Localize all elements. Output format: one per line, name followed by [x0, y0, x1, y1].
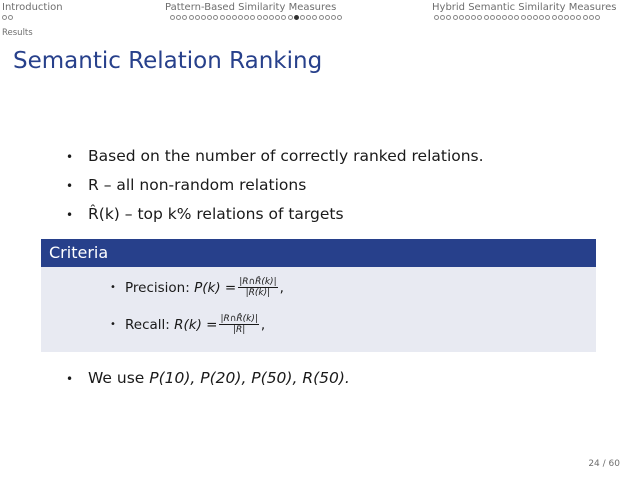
nav-dot[interactable] [434, 15, 439, 20]
nav-dot[interactable] [269, 15, 274, 20]
bullet-list [66, 147, 484, 234]
nav-section-introduction[interactable]: Introduction [2, 2, 63, 13]
nav-dot[interactable] [281, 15, 286, 20]
bullet-text: R – all non-random relations [88, 176, 307, 194]
nav-dot[interactable] [8, 15, 13, 20]
criteria-fraction [219, 314, 258, 335]
nav-dot[interactable] [189, 15, 194, 20]
criteria-recall [110, 314, 265, 335]
nav-dot[interactable] [446, 15, 451, 20]
slide-title: Semantic Relation Ranking [13, 48, 323, 74]
nav-dot[interactable] [232, 15, 237, 20]
bullet-item [66, 205, 484, 234]
nav-dots-pattern-based[interactable] [170, 15, 342, 23]
criteria-body [41, 267, 596, 352]
nav-dot[interactable] [564, 15, 569, 20]
nav-dot[interactable] [337, 15, 342, 20]
nav-dot[interactable] [176, 15, 181, 20]
bullet-mark: • [66, 179, 74, 193]
nav-dot[interactable] [2, 15, 7, 20]
nav-dot[interactable] [484, 15, 489, 20]
nav-dot[interactable] [331, 15, 336, 20]
bullet-mark: • [110, 319, 116, 330]
nav-dot[interactable] [275, 15, 280, 20]
bullet-item [66, 147, 484, 176]
breadcrumb-subsection[interactable]: Results [2, 28, 33, 38]
nav-dot[interactable] [502, 15, 507, 20]
nav-dot[interactable] [533, 15, 538, 20]
criteria-block [41, 239, 596, 352]
nav-dot[interactable] [477, 15, 482, 20]
nav-dot[interactable] [201, 15, 206, 20]
nav-dot[interactable] [226, 15, 231, 20]
nav-dot[interactable] [263, 15, 268, 20]
nav-dot[interactable] [170, 15, 175, 20]
nav-dot[interactable] [539, 15, 544, 20]
usage-prefix: We use [88, 369, 145, 387]
nav-dot[interactable] [294, 15, 299, 20]
criteria-tail: , [279, 279, 284, 296]
nav-dot[interactable] [288, 15, 293, 20]
bullet-text: Based on the number of correctly ranked relations. [88, 147, 484, 165]
bullet-item-usage [66, 369, 350, 389]
criteria-precision [110, 277, 284, 298]
fraction-denominator: |R̂(k)| [245, 288, 271, 298]
bullet-text: R̂(k) – top k% relations of targets [88, 205, 344, 223]
nav-dot[interactable] [514, 15, 519, 20]
nav-dot[interactable] [182, 15, 187, 20]
nav-dot[interactable] [453, 15, 458, 20]
navigation-header [0, 0, 638, 42]
nav-dot[interactable] [306, 15, 311, 20]
nav-dot[interactable] [570, 15, 575, 20]
nav-dots-hybrid[interactable] [434, 15, 600, 23]
nav-dot[interactable] [213, 15, 218, 20]
criteria-fraction [238, 277, 277, 298]
nav-dot[interactable] [496, 15, 501, 20]
nav-dot[interactable] [250, 15, 255, 20]
criteria-tail: , [260, 316, 266, 333]
nav-dot[interactable] [471, 15, 476, 20]
bullet-mark: • [110, 282, 116, 293]
criteria-title: Criteria [41, 239, 596, 267]
bullet-item [66, 176, 484, 205]
criteria-label: Recall: [125, 316, 170, 333]
nav-dot[interactable] [238, 15, 243, 20]
nav-dot[interactable] [220, 15, 225, 20]
bullet-mark: • [66, 372, 74, 386]
nav-dot[interactable] [527, 15, 532, 20]
bullet-mark: • [66, 150, 74, 164]
nav-section-hybrid[interactable]: Hybrid Semantic Similarity Measures [432, 2, 617, 13]
nav-section-pattern-based[interactable]: Pattern-Based Similarity Measures [165, 2, 337, 13]
fraction-numerator: |R∩R̂(k)| [239, 277, 277, 287]
nav-dot[interactable] [589, 15, 594, 20]
nav-dot[interactable] [465, 15, 470, 20]
usage-math: P(10), P(20), P(50), R(50). [149, 369, 350, 387]
nav-dots-introduction[interactable] [2, 15, 13, 23]
nav-dot[interactable] [459, 15, 464, 20]
nav-dot[interactable] [552, 15, 557, 20]
nav-dot[interactable] [325, 15, 330, 20]
nav-dot[interactable] [558, 15, 563, 20]
nav-dot[interactable] [257, 15, 262, 20]
criteria-lhs: R(k) = [174, 316, 218, 333]
nav-dot[interactable] [521, 15, 526, 20]
nav-dot[interactable] [545, 15, 550, 20]
nav-dot[interactable] [440, 15, 445, 20]
page-number: 24 / 60 [588, 459, 620, 469]
criteria-lhs: P(k) = [194, 279, 237, 296]
nav-dot[interactable] [207, 15, 212, 20]
nav-dot[interactable] [319, 15, 324, 20]
nav-dot[interactable] [595, 15, 600, 20]
nav-dot[interactable] [508, 15, 513, 20]
nav-dot[interactable] [576, 15, 581, 20]
nav-dot[interactable] [583, 15, 588, 20]
bullet-mark: • [66, 208, 74, 222]
nav-dot[interactable] [490, 15, 495, 20]
criteria-label: Precision: [125, 279, 190, 296]
nav-dot[interactable] [312, 15, 317, 20]
fraction-denominator: |R| [233, 325, 246, 335]
fraction-numerator: |R∩R̂(k)| [220, 314, 258, 324]
nav-dot[interactable] [195, 15, 200, 20]
nav-dot[interactable] [300, 15, 305, 20]
nav-dot[interactable] [244, 15, 249, 20]
